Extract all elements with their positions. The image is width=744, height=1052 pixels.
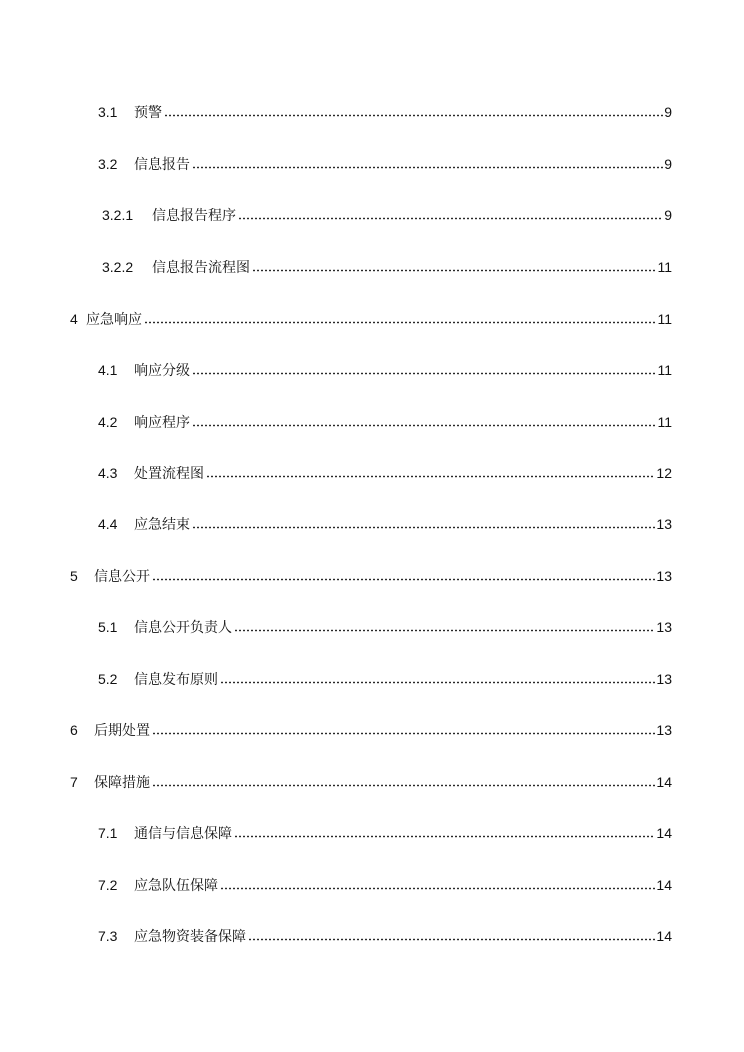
dot-leader [192, 526, 655, 529]
toc-entry-number: 3.2.1 [102, 207, 134, 223]
toc-entry-page: 13 [656, 516, 672, 532]
toc-entry-3-2-2[interactable] [102, 255, 672, 275]
toc-entry-page: 14 [656, 877, 672, 893]
dot-leader [152, 784, 655, 787]
toc-entry-title: 应急物资装备保障 [134, 928, 246, 944]
dot-leader [206, 475, 655, 478]
toc-entry-title: 信息报告 [134, 156, 190, 172]
toc-entry-number: 7 [70, 774, 78, 790]
toc-entry-title: 信息报告流程图 [152, 259, 250, 275]
toc-entry-page: 11 [657, 311, 672, 327]
toc-entry-4-2[interactable] [98, 410, 672, 430]
dot-leader [152, 578, 655, 581]
toc-entry-page: 13 [656, 671, 672, 687]
toc-entry-number: 7.3 [98, 928, 118, 944]
toc-entry-5-2[interactable] [98, 667, 672, 687]
dot-leader [192, 424, 656, 427]
toc-entry-page: 9 [664, 104, 672, 120]
toc-entry-page: 11 [657, 259, 672, 275]
toc-entry-title: 处置流程图 [134, 465, 204, 481]
toc-entry-page: 9 [664, 207, 672, 223]
toc-entry-page: 14 [656, 928, 672, 944]
toc-entry-4[interactable] [70, 307, 672, 327]
toc-entry-number: 5 [70, 568, 78, 584]
toc-entry-title: 应急队伍保障 [134, 877, 218, 893]
toc-entry-4-4[interactable] [98, 512, 672, 532]
toc-entry-7[interactable] [70, 770, 672, 790]
dot-leader [164, 114, 663, 117]
toc-entry-title: 应急结束 [134, 516, 190, 532]
toc-entry-number: 4 [70, 311, 78, 327]
toc-entry-7-3[interactable] [98, 924, 672, 944]
dot-leader [144, 321, 656, 324]
toc-entry-number: 3.1 [98, 104, 118, 120]
dot-leader [238, 217, 663, 220]
toc-entry-number: 4.2 [98, 414, 118, 430]
dot-leader [252, 269, 656, 272]
toc-entry-number: 5.2 [98, 671, 118, 687]
toc-entry-title: 后期处置 [94, 722, 150, 738]
toc-entry-7-1[interactable] [98, 821, 672, 841]
toc-entry-page: 12 [656, 465, 672, 481]
toc-entry-number: 5.1 [98, 619, 118, 635]
toc-entry-title: 响应分级 [134, 362, 190, 378]
dot-leader [192, 372, 656, 375]
toc-entry-number: 6 [70, 722, 78, 738]
toc-entry-number: 4.1 [98, 362, 118, 378]
toc-entry-page: 11 [657, 362, 672, 378]
toc-entry-number: 3.2 [98, 156, 118, 172]
dot-leader [234, 835, 655, 838]
toc-entry-title: 应急响应 [86, 311, 142, 327]
toc-entry-title: 响应程序 [134, 414, 190, 430]
toc-entry-page: 14 [656, 774, 672, 790]
toc-entry-5-1[interactable] [98, 615, 672, 635]
toc-entry-number: 4.3 [98, 465, 118, 481]
dot-leader [234, 629, 655, 632]
toc-entry-3-2[interactable] [98, 152, 672, 172]
toc-entry-title: 通信与信息保障 [134, 825, 232, 841]
dot-leader [220, 887, 655, 890]
toc-entry-page: 9 [664, 156, 672, 172]
dot-leader [192, 166, 663, 169]
toc-entry-number: 7.1 [98, 825, 118, 841]
dot-leader [220, 681, 655, 684]
toc-entry-number: 4.4 [98, 516, 118, 532]
toc-entry-title: 信息报告程序 [152, 207, 236, 223]
toc-entry-title: 信息发布原则 [134, 671, 218, 687]
toc-entry-page: 13 [656, 568, 672, 584]
toc-entry-5[interactable] [70, 564, 672, 584]
toc-entry-page: 11 [657, 414, 672, 430]
toc-entry-3-2-1[interactable] [102, 203, 672, 223]
toc-entry-3-1[interactable] [98, 100, 672, 120]
toc-entry-title: 保障措施 [94, 774, 150, 790]
toc-entry-title: 信息公开 [94, 568, 150, 584]
toc-entry-page: 13 [656, 619, 672, 635]
toc-entry-page: 14 [656, 825, 672, 841]
toc-entry-7-2[interactable] [98, 873, 672, 893]
toc-entry-number: 3.2.2 [102, 259, 134, 275]
toc-entry-4-3[interactable] [98, 461, 672, 481]
toc-entry-number: 7.2 [98, 877, 118, 893]
dot-leader [248, 938, 655, 941]
toc-entry-6[interactable] [70, 718, 672, 738]
toc-entry-4-1[interactable] [98, 358, 672, 378]
toc-entry-title: 预警 [134, 104, 162, 120]
toc-entry-page: 13 [656, 722, 672, 738]
dot-leader [152, 732, 655, 735]
toc-entry-title: 信息公开负责人 [134, 619, 232, 635]
